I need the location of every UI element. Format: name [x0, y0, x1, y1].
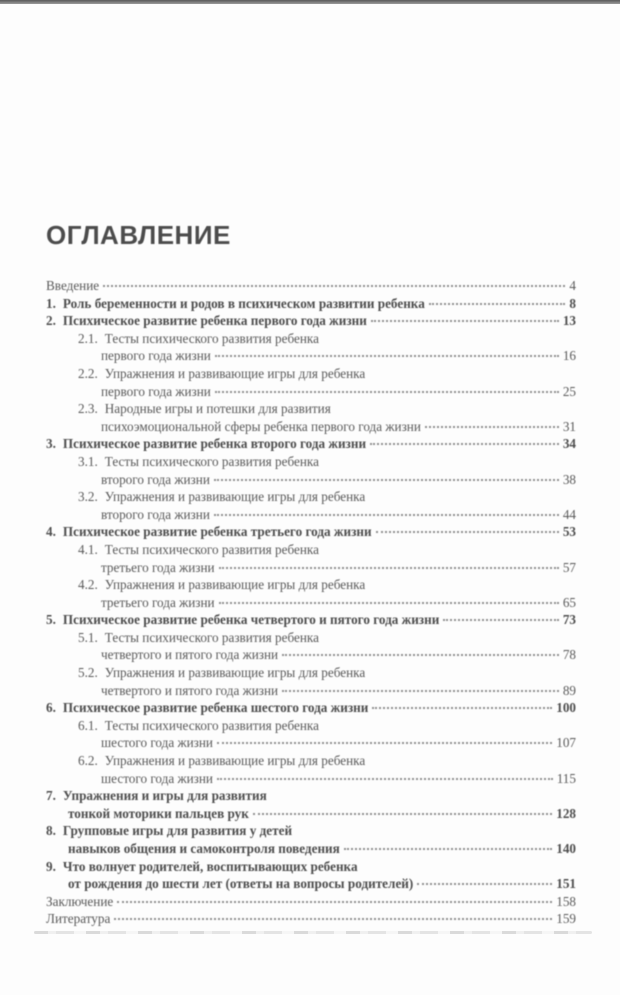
- dot-leader: [370, 443, 559, 445]
- entry-text: психоэмоциональной сферы ребенка первого года жизни: [101, 418, 421, 434]
- entry-text: Упражнения и игры для развития: [62, 788, 267, 804]
- dot-leader: [114, 918, 552, 920]
- entry-page-number: 115: [556, 770, 576, 786]
- entry-text: первого года жизни: [101, 383, 211, 399]
- entry-page-number: 25: [562, 383, 576, 399]
- dot-leader: [376, 531, 559, 533]
- entry-text: навыков общения и самоконтроля поведения: [68, 841, 340, 856]
- dot-leader: [214, 479, 559, 481]
- entry-text: Роль беременности и родов в психическом развитии ребенка: [62, 295, 425, 311]
- entry-text: Тесты психического развития ребенка: [104, 541, 319, 557]
- entry-number: 8.: [46, 823, 56, 839]
- toc-entry-row: [46, 770, 576, 788]
- dot-leader: [103, 285, 565, 287]
- page-title: ОГЛАВЛЕНИЕ: [46, 220, 231, 250]
- toc-entry-row: [46, 453, 576, 471]
- scan-bottom-edge-artifact: [34, 931, 592, 934]
- entry-page-number: 78: [562, 647, 576, 663]
- toc-entry-row: [46, 910, 576, 928]
- entry-number: 3.1.: [78, 453, 98, 469]
- table-of-contents: [46, 277, 576, 928]
- entry-text: Упражнения и развивающие игры для ребенка: [104, 665, 366, 681]
- entry-text: Заключение: [46, 893, 114, 909]
- entry-page-number: 128: [556, 805, 576, 821]
- entry-page-number: 73: [562, 612, 576, 628]
- entry-text: второго года жизни: [101, 506, 210, 522]
- dot-leader: [215, 391, 559, 393]
- entry-text: Упражнения и развивающие игры для ребенка: [104, 577, 366, 593]
- entry-number: 5.1.: [78, 629, 98, 645]
- entry-page-number: 38: [562, 471, 576, 487]
- toc-entry-row: [46, 594, 576, 612]
- toc-entry-row: [46, 787, 576, 805]
- dot-leader: [214, 514, 559, 516]
- entry-page-number: 44: [562, 506, 576, 522]
- entry-text: Что волнует родителей, воспитывающих ребенка: [62, 858, 358, 874]
- entry-number: 6.: [46, 700, 56, 716]
- entry-text: Народные игры и потешки для развития: [104, 401, 331, 417]
- toc-entry-row: [46, 893, 576, 911]
- toc-entry-row: [46, 277, 576, 295]
- entry-text: третьего года жизни: [101, 559, 215, 575]
- toc-entry-row: [46, 312, 576, 330]
- entry-page-number: 4: [569, 278, 576, 293]
- entry-number: 3.: [46, 436, 56, 452]
- entry-page-number: 100: [556, 700, 576, 716]
- entry-page-number: 140: [556, 841, 576, 856]
- entry-number: 4.1.: [78, 541, 98, 557]
- entry-text: Литература: [46, 911, 111, 927]
- entry-page-number: 13: [562, 313, 576, 329]
- toc-entry-row: [46, 699, 576, 717]
- dot-leader: [372, 707, 552, 709]
- entry-text: четвертого и пятого года жизни: [101, 647, 279, 663]
- entry-number: 2.3.: [78, 401, 98, 417]
- entry-text: Упражнения и развивающие игры для ребенка: [104, 365, 366, 381]
- entry-page-number: 65: [562, 594, 576, 610]
- toc-entry-row: [46, 858, 576, 876]
- entry-page-number: 89: [562, 682, 576, 698]
- toc-entry-row: [46, 295, 576, 313]
- toc-entry-row: [46, 523, 576, 541]
- entry-page-number: 159: [556, 911, 576, 927]
- entry-page-number: 158: [556, 893, 576, 909]
- toc-entry-row: [46, 400, 576, 418]
- toc-entry-row: [46, 418, 576, 436]
- toc-entry-row: [46, 822, 576, 840]
- toc-entry-row: [46, 734, 576, 752]
- toc-entry-row: [46, 541, 576, 559]
- dot-leader: [217, 778, 553, 780]
- toc-entry-row: [46, 576, 576, 594]
- dot-leader: [219, 602, 559, 604]
- dot-leader: [443, 619, 559, 621]
- entry-page-number: 107: [556, 735, 576, 751]
- entry-text: Психическое развитие ребенка шестого года жизни: [62, 700, 369, 716]
- dot-leader: [117, 901, 552, 903]
- toc-entry-row: [46, 682, 576, 700]
- entry-text: Упражнения и развивающие игры для ребенка: [104, 489, 366, 505]
- entry-text: Психическое развитие ребенка первого года жизни: [62, 313, 367, 329]
- dot-leader: [425, 426, 559, 428]
- toc-entry-row: [46, 488, 576, 506]
- entry-number: 6.1.: [78, 717, 98, 733]
- toc-entry-row: [46, 629, 576, 647]
- toc-entry-row: [46, 611, 576, 629]
- entry-page-number: 34: [562, 436, 576, 452]
- dot-leader: [429, 303, 566, 305]
- entry-number: 6.2.: [78, 753, 98, 769]
- dot-leader: [344, 848, 552, 850]
- entry-text: Психическое развитие ребенка четвертого и пятого года жизни: [62, 612, 440, 628]
- toc-entry-row: [46, 840, 576, 858]
- entry-text: от рождения до шести лет (ответы на вопросы родителей): [68, 876, 414, 892]
- toc-entry-row: [46, 435, 576, 453]
- entry-number: 9.: [46, 858, 56, 874]
- entry-text: Тесты психического развития ребенка: [104, 453, 319, 469]
- entry-text: третьего года жизни: [101, 594, 215, 610]
- entry-number: 1.: [46, 295, 56, 311]
- entry-page-number: 57: [562, 559, 576, 575]
- toc-entry-row: [46, 805, 576, 823]
- entry-text: Введение: [46, 278, 100, 293]
- entry-number: 3.2.: [78, 489, 98, 505]
- dot-leader: [282, 690, 559, 692]
- entry-text: Психическое развитие ребенка второго года жизни: [62, 436, 367, 452]
- toc-entry-row: [46, 506, 576, 524]
- dot-leader: [253, 813, 552, 815]
- toc-entry-row: [46, 875, 576, 893]
- entry-page-number: 16: [562, 348, 576, 364]
- entry-number: 2.: [46, 313, 56, 329]
- toc-entry-row: [46, 664, 576, 682]
- entry-page-number: 53: [562, 524, 576, 540]
- dot-leader: [371, 320, 559, 322]
- entry-number: 5.2.: [78, 665, 98, 681]
- entry-number: 7.: [46, 788, 56, 804]
- entry-number: 2.1.: [78, 330, 98, 346]
- entry-number: 4.2.: [78, 577, 98, 593]
- entry-number: 4.: [46, 524, 56, 540]
- entry-text: Тесты психического развития ребенка: [104, 717, 319, 733]
- entry-text: Психическое развитие ребенка третьего года жизни: [62, 524, 372, 540]
- toc-entry-row: [46, 330, 576, 348]
- entry-text: Групповые игры для развития у детей: [62, 823, 293, 839]
- toc-entry-row: [46, 646, 576, 664]
- entry-number: 5.: [46, 612, 56, 628]
- toc-entry-row: [46, 752, 576, 770]
- dot-leader: [215, 355, 559, 357]
- toc-entry-row: [46, 471, 576, 489]
- entry-text: второго года жизни: [101, 471, 210, 487]
- entry-number: 2.2.: [78, 365, 98, 381]
- entry-text: тонкой моторики пальцев рук: [68, 805, 249, 821]
- entry-page-number: 151: [556, 876, 576, 892]
- entry-text: Тесты психического развития ребенка: [104, 629, 319, 645]
- entry-text: шестого года жизни: [101, 770, 213, 786]
- toc-entry-row: [46, 383, 576, 401]
- entry-page-number: 31: [562, 418, 576, 434]
- toc-entry-row: [46, 365, 576, 383]
- entry-text: первого года жизни: [101, 348, 211, 364]
- dot-leader: [417, 883, 552, 885]
- toc-entry-row: [46, 717, 576, 735]
- dot-leader: [219, 567, 559, 569]
- toc-entry-row: [46, 347, 576, 365]
- dot-leader: [217, 742, 552, 744]
- toc-entry-row: [46, 559, 576, 577]
- entry-text: Тесты психического развития ребенка: [104, 330, 319, 346]
- entry-page-number: 8: [569, 295, 576, 311]
- entry-text: Упражнения и развивающие игры для ребенка: [104, 753, 366, 769]
- entry-text: шестого года жизни: [101, 735, 213, 751]
- entry-text: четвертого и пятого года жизни: [101, 682, 279, 698]
- dot-leader: [282, 654, 559, 656]
